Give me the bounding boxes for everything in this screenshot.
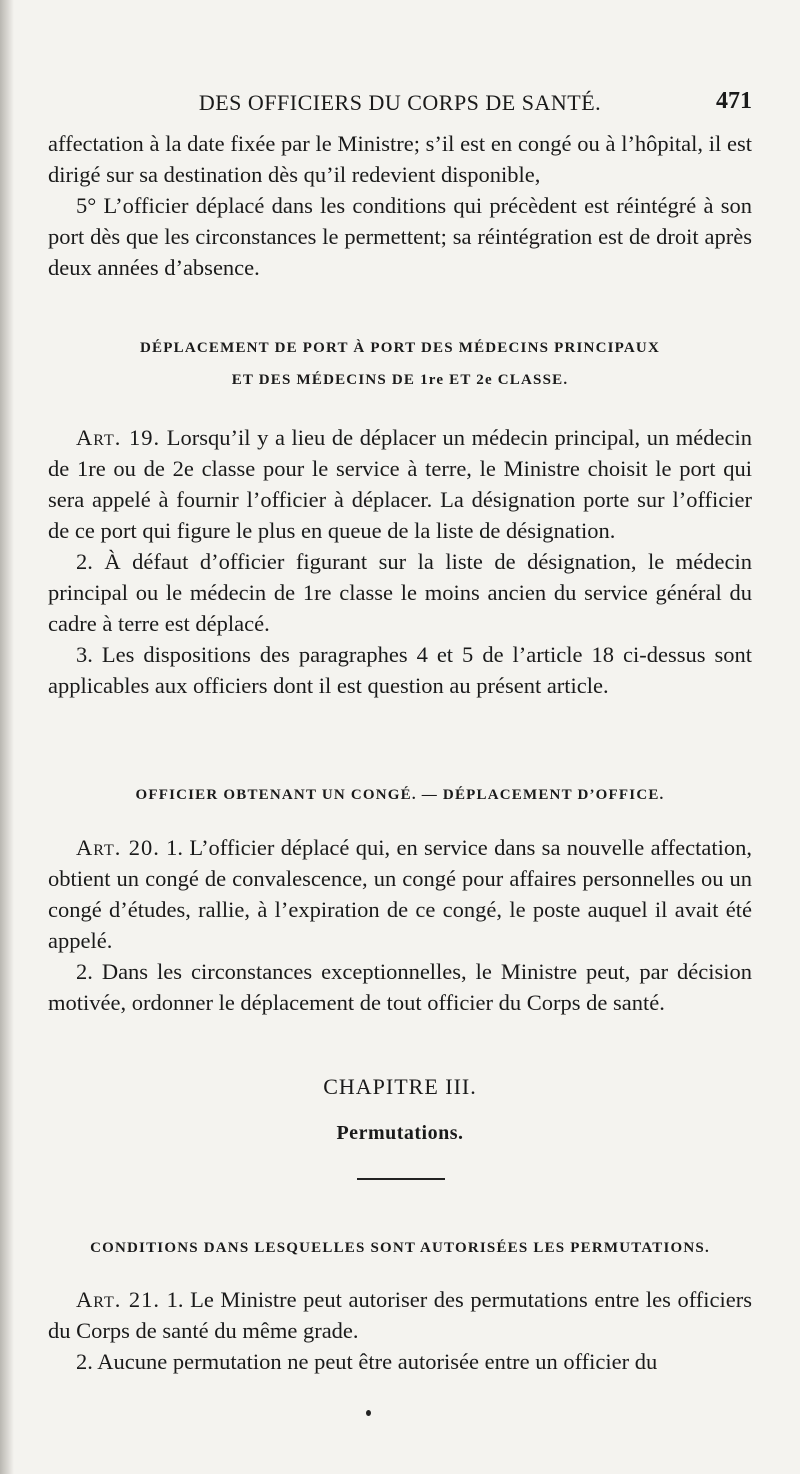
running-head xyxy=(48,86,752,118)
section-heading-deplacement-line2: ET DES MÉDECINS DE 1re ET 2e CLASSE. xyxy=(231,372,569,388)
running-title: DES OFFICIERS DU CORPS DE SANTÉ. xyxy=(198,90,602,115)
section-heading-deplacement: DÉPLACEMENT DE PORT À PORT DES MÉDECINS PRINCIPAUX xyxy=(140,340,660,356)
chapter-divider xyxy=(357,1178,445,1180)
page-number: 471 xyxy=(716,88,752,114)
article-19-text: Lorsqu’il y a lieu de déplacer un médecin principal, un médecin de 1re ou de 2e classe pour le service à terre, le Ministre choisit le port qui sera appelé à fournir l’officier à déplacer. La désignation porte sur l’officier de ce port qui figure le plus en queue de la liste de désignation. xyxy=(48,425,753,543)
article-19-label: Art. 19. xyxy=(76,425,161,450)
chapter-subtitle: Permutations. xyxy=(336,1122,464,1144)
article-21-paragraph-2: 2. Aucune permutation ne peut être autorisée entre un officier du xyxy=(76,1349,658,1374)
binding-edge xyxy=(0,0,14,1474)
article-19-paragraph-2: 2. À défaut d’officier figurant sur la liste de désignation, le médecin principal ou le médecin de 1re classe le moins ancien du service général du cadre à terre est déplacé. xyxy=(48,549,752,636)
paragraph-5: 5° L’officier déplacé dans les conditions qui précèdent est réintégré à son port dès que les circonstances le permettent; sa réintégration est de droit après deux années d’absence. xyxy=(48,193,752,280)
continuation-paragraph: affectation à la date fixée par le Ministre; s’il est en congé ou à l’hôpital, il est dirigé sur sa destination dès qu’il redevient disponible, xyxy=(48,131,752,187)
article-19-paragraph-1 xyxy=(48,422,752,546)
article-19 xyxy=(48,422,752,701)
chapter-title: CHAPITRE III. xyxy=(323,1074,477,1099)
continuation-block xyxy=(48,128,752,283)
article-21 xyxy=(48,1284,752,1377)
section-heading-conditions: CONDITIONS DANS LESQUELLES SONT AUTORISÉES LES PERMUTATIONS. xyxy=(90,1240,710,1256)
section-heading-conge: OFFICIER OBTENANT UN CONGÉ. — DÉPLACEMENT D’OFFICE. xyxy=(135,787,665,803)
article-20-label: Art. 20. xyxy=(76,835,160,860)
article-21-label: Art. 21. xyxy=(76,1287,161,1312)
article-20-paragraph-2: 2. Dans les circonstances exceptionnelles, le Ministre peut, par décision motivée, ordonner le déplacement de tout officier du Corps de santé. xyxy=(48,959,752,1015)
article-19-paragraph-3: 3. Les dispositions des paragraphes 4 et 5 de l’article 18 ci-dessus sont applicables aux officiers dont il est question au présent article. xyxy=(48,642,752,698)
article-20-paragraph-1 xyxy=(48,832,752,956)
ink-speck xyxy=(366,1410,371,1416)
article-21-paragraph-1 xyxy=(48,1284,752,1346)
article-21-text: 1. Le Ministre peut autoriser des permutations entre les officiers du Corps de santé du même grade. xyxy=(48,1287,753,1343)
article-20-text: 1. L’officier déplacé qui, en service dans sa nouvelle affectation, obtient un congé de convalescence, un congé pour affaires personnelles ou un congé d’études, rallie, à l’expiration de ce congé, le poste auquel il avait été appelé. xyxy=(48,835,752,953)
article-20 xyxy=(48,832,752,1018)
